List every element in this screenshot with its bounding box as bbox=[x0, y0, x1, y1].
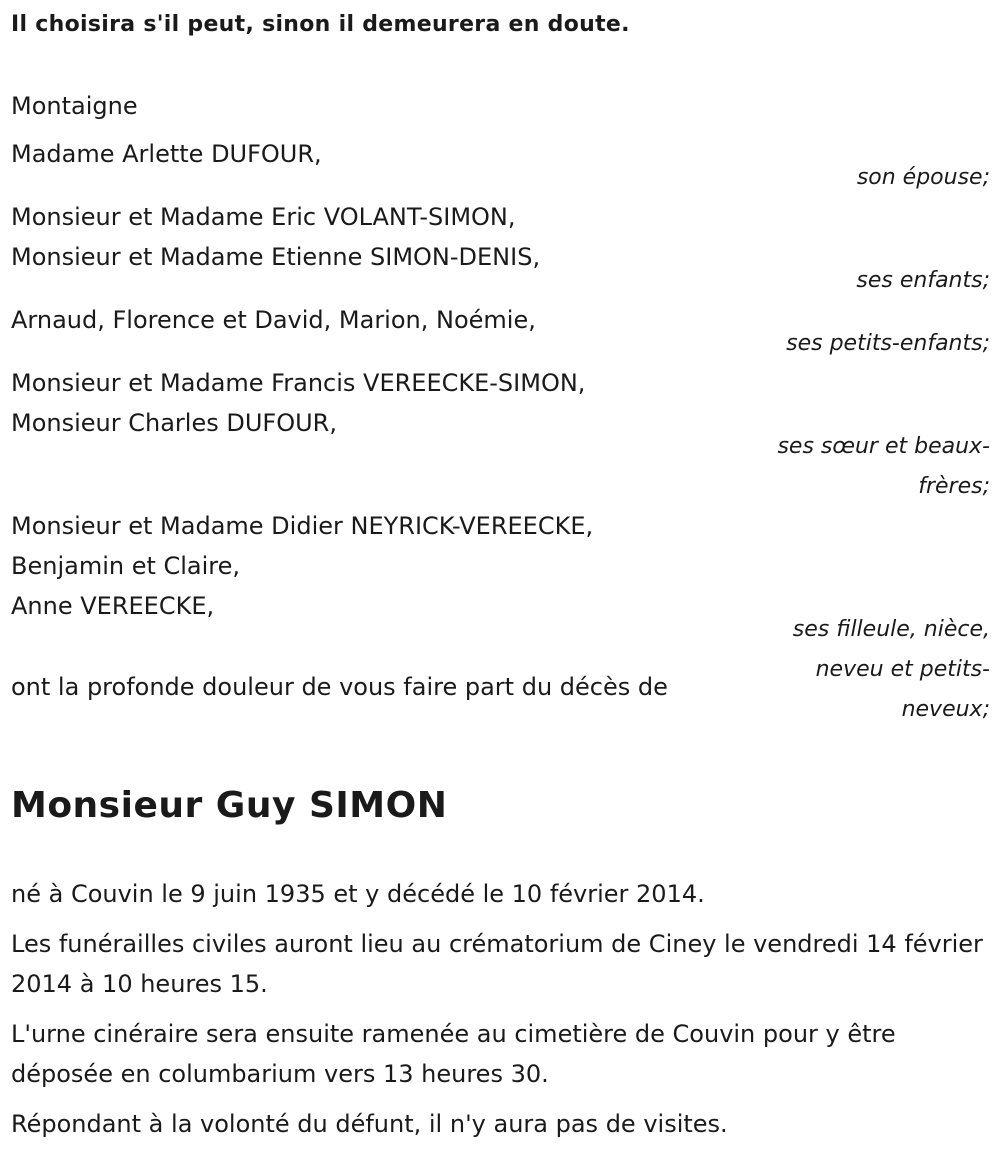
announcement-text: ont la profonde douleur de vous faire part du décès de bbox=[11, 673, 668, 701]
nieces-role-line: neveux; bbox=[901, 697, 990, 722]
niece-name: Monsieur et Madame Didier NEYRICK-VEREECKE, bbox=[11, 512, 594, 540]
niece-name: Benjamin et Claire, bbox=[11, 552, 241, 580]
child-name: Monsieur et Madame Etienne SIMON-DENIS, bbox=[11, 243, 541, 271]
spouse-role: son épouse; bbox=[856, 165, 990, 190]
deceased-name: Monsieur Guy SIMON bbox=[11, 785, 448, 826]
quote: Il choisira s'il peut, sinon il demeurera en doute. bbox=[11, 12, 630, 37]
funeral-text: Les funérailles civiles auront lieu au crématorium de Ciney le vendredi 14 février 2014 à 10 heures 15. bbox=[11, 930, 983, 998]
nieces-role-line: neveu et petits- bbox=[815, 657, 990, 682]
siblings-role-line: ses sœur et beaux- bbox=[777, 434, 990, 459]
grandchildren-names: Arnaud, Florence et David, Marion, Noémie, bbox=[11, 306, 536, 334]
birth-death-text: né à Couvin le 9 juin 1935 et y décédé le 10 février 2014. bbox=[11, 880, 705, 908]
children-role: ses enfants; bbox=[856, 268, 990, 293]
nieces-role-line: ses filleule, nièce, bbox=[792, 617, 990, 642]
quote-author: Montaigne bbox=[11, 92, 138, 120]
siblings-role-line: frères; bbox=[918, 474, 990, 499]
sibling-name: Monsieur et Madame Francis VEREECKE-SIMON, bbox=[11, 369, 586, 397]
grandchildren-role: ses petits-enfants; bbox=[786, 331, 990, 356]
niece-name: Anne VEREECKE, bbox=[11, 592, 215, 620]
spouse-name: Madame Arlette DUFOUR, bbox=[11, 140, 322, 168]
urn-text: L'urne cinéraire sera ensuite ramenée au cimetière de Couvin pour y être déposée en columbarium vers 13 heures 30. bbox=[11, 1020, 896, 1088]
sibling-name: Monsieur Charles DUFOUR, bbox=[11, 409, 337, 437]
child-name: Monsieur et Madame Eric VOLANT-SIMON, bbox=[11, 203, 516, 231]
visits-text: Répondant à la volonté du défunt, il n'y aura pas de visites. bbox=[11, 1110, 728, 1138]
